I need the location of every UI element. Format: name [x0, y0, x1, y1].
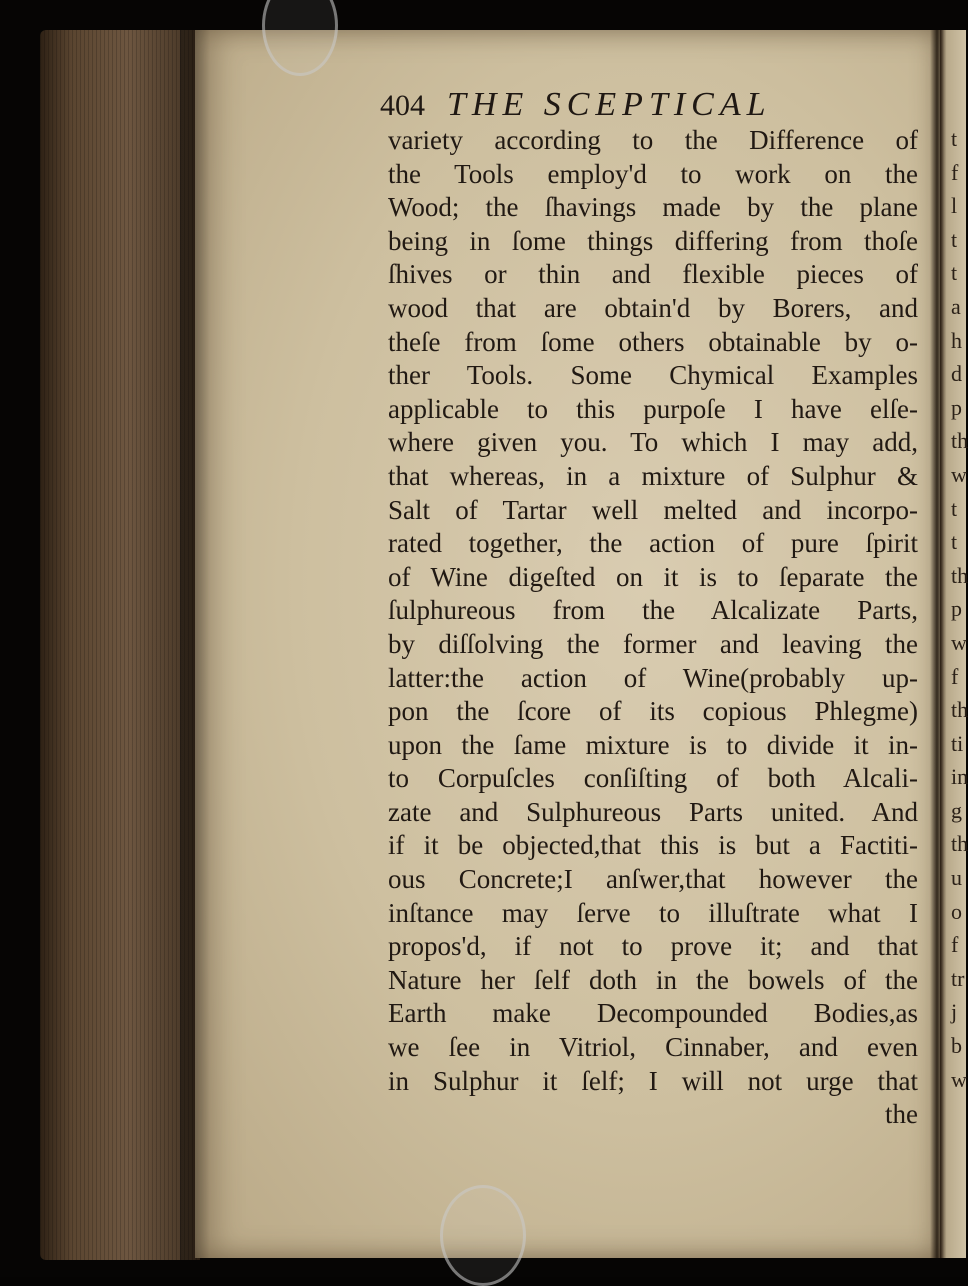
facing-fragment: in [951, 764, 968, 790]
facing-fragment: t [951, 495, 958, 521]
facing-fragment: th [951, 428, 968, 454]
text-line: where given you. To which I may add, [388, 427, 918, 458]
facing-fragment: w [951, 1066, 967, 1092]
text-line: variety according to the Difference of [388, 125, 918, 155]
text-line: ſulphureous from the Alcalizate Parts, [388, 595, 918, 626]
page-number: 404 [380, 89, 425, 122]
page-clip-bottom [440, 1185, 526, 1286]
text-line: latter:the action of Wine(probably up- [388, 662, 918, 693]
running-head [380, 86, 772, 124]
text-line: of Wine digeſted on it is to ſeparate the [388, 561, 918, 592]
text-line: zate and Sulphureous Parts united. And [388, 796, 918, 827]
gutter-shadow-right [930, 30, 944, 1258]
facing-fragment: tr [951, 965, 965, 991]
text-line: applicable to this purpoſe I have elſe- [388, 393, 918, 424]
text-line: if it be objected,that this is but a Factiti- [388, 830, 918, 861]
text-line: we ſee in Vitriol, Cinnaber, and even [388, 1032, 918, 1063]
facing-fragment: f [951, 663, 959, 689]
facing-fragment: th [951, 697, 968, 723]
facing-fragment: w [951, 461, 967, 487]
text-line: ous Concrete;I anſwer,that however the [388, 864, 918, 895]
text-line: inſtance may ſerve to illuſtrate what I [388, 897, 918, 928]
facing-fragment: t [951, 260, 958, 286]
facing-page-text [951, 122, 967, 1096]
facing-fragment: w [951, 629, 967, 655]
facing-fragment: t [951, 226, 958, 252]
text-line: rated together, the action of pure ſpirit [388, 528, 918, 559]
facing-fragment: j [951, 999, 958, 1025]
facing-fragment: a [951, 293, 961, 319]
facing-fragment: l [951, 193, 958, 219]
running-title: THE SCEPTICAL [447, 86, 772, 123]
facing-fragment: u [951, 865, 962, 891]
page-block-edge [40, 30, 200, 1260]
facing-fragment: d [951, 361, 962, 387]
facing-fragment: o [951, 898, 962, 924]
facing-fragment: b [951, 1033, 962, 1059]
facing-fragment: f [951, 159, 959, 185]
text-line: the Tools employ'd to work on the [388, 158, 918, 189]
text-line: ſhives or thin and flexible pieces of [388, 259, 918, 290]
facing-fragment: th [951, 562, 968, 588]
text-line: Earth make Decompounded Bodies,as [388, 998, 918, 1029]
body-text [388, 124, 918, 1132]
facing-fragment: t [951, 529, 958, 555]
text-line: wood that are obtain'd by Borers, and [388, 292, 918, 323]
text-line: that whereas, in a mixture of Sulphur & [388, 460, 918, 491]
facing-fragment: g [951, 797, 962, 823]
text-line: to Corpuſcles conſiſting of both Alcali- [388, 763, 918, 794]
catchword: the [885, 1099, 918, 1130]
text-line: theſe from ſome others obtainable by o- [388, 326, 918, 357]
text-line: in Sulphur it ſelf; I will not urge that [388, 1065, 918, 1096]
facing-fragment: ti [951, 730, 964, 756]
text-line: pon the ſcore of its copious Phlegme) [388, 696, 918, 727]
text-line: propos'd, if not to prove it; and that [388, 931, 918, 962]
facing-fragment: f [951, 932, 959, 958]
text-line: upon the ſame mixture is to divide it in- [388, 729, 918, 760]
text-line: Salt of Tartar well melted and incorpo- [388, 494, 918, 525]
gutter-shadow-left [180, 30, 210, 1260]
text-line: Nature her ſelf doth in the bowels of the [388, 964, 918, 995]
facing-fragment: th [951, 831, 968, 857]
facing-fragment: t [951, 126, 958, 151]
text-line: being in ſome things differing from thoſe [388, 225, 918, 256]
facing-fragment: h [951, 327, 962, 353]
text-line: Wood; the ſhavings made by the plane [388, 192, 918, 223]
facing-fragment: p [951, 596, 962, 622]
facing-fragment: p [951, 394, 962, 420]
text-line: by diſſolving the former and leaving the [388, 628, 918, 659]
text-line: ther Tools. Some Chymical Examples [388, 360, 918, 391]
